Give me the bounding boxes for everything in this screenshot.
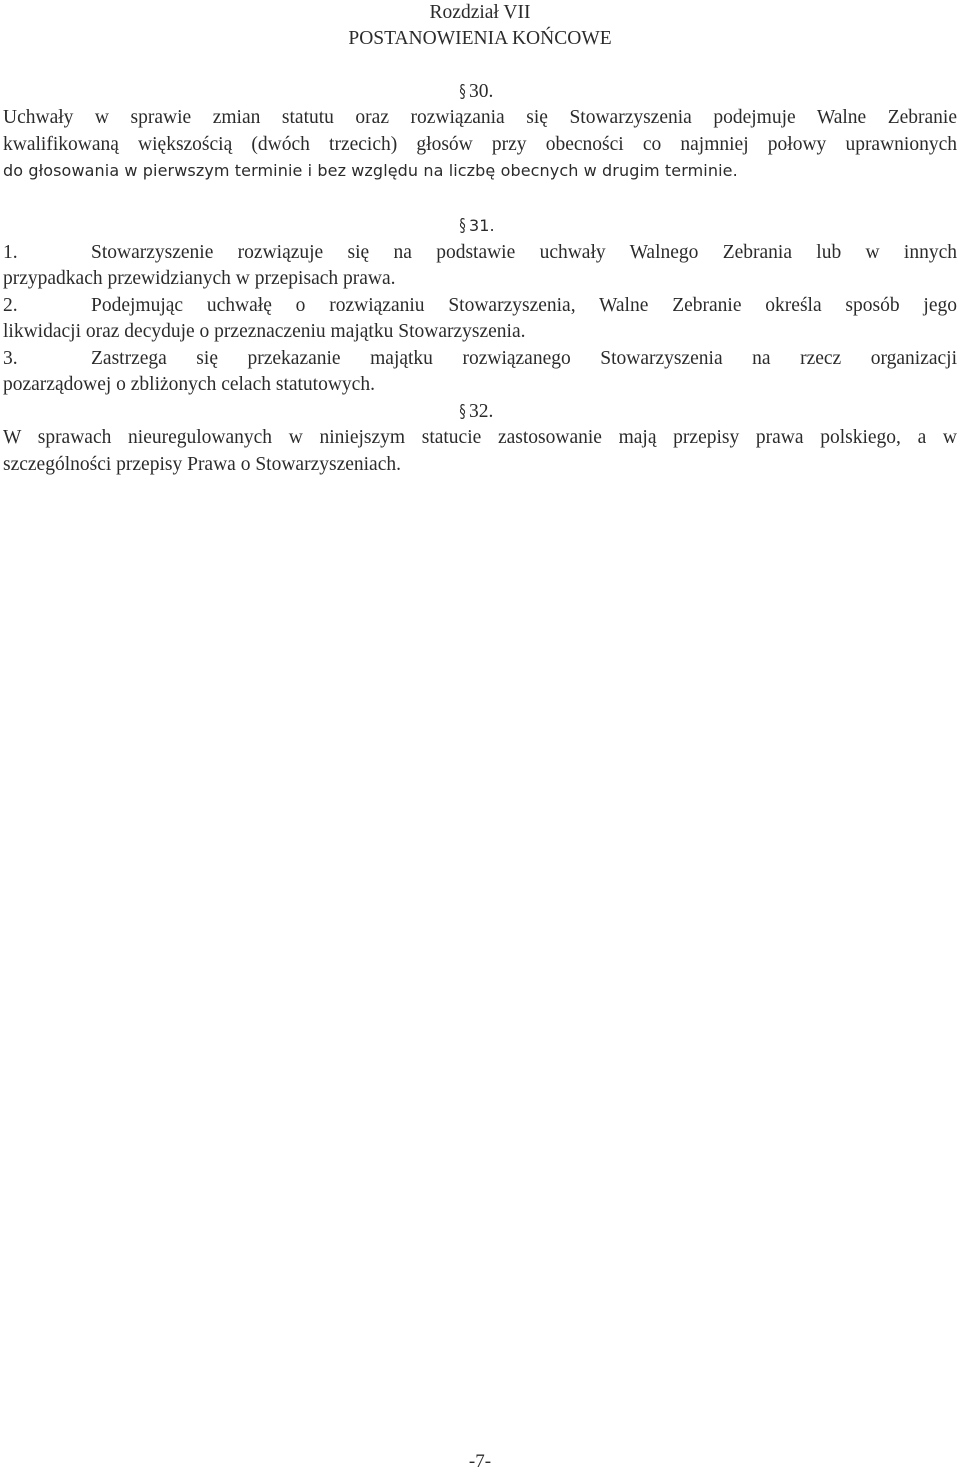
list-item-text: Zastrzega się przekazanie majątku rozwiązanego Stowarzyszenia na rzecz organizacji [91, 348, 957, 369]
paragraph-line: kwalifikowaną większością (dwóch trzecich) głosów przy obecności co najmniej połowy uprawnionych [3, 134, 957, 155]
list-item-text: Podejmując uchwałę o rozwiązaniu Stowarzyszenia, Walne Zebranie określa sposób jego [91, 295, 957, 316]
paragraph-line: Uchwały w sprawie zmian statutu oraz rozwiązania się Stowarzyszenia podejmuje Walne Zebranie [3, 107, 957, 128]
section-number: 31. [469, 216, 495, 235]
page-number: -7- [468, 1451, 492, 1472]
list-item-continuation: przypadkach przewidzianych w przepisach prawa. [3, 268, 396, 289]
section-mark: § [459, 81, 466, 102]
list-item-continuation: likwidacji oraz decyduje o przeznaczeniu majątku Stowarzyszenia. [3, 321, 526, 342]
list-item-continuation: pozarządowej o zbliżonych celach statutowych. [3, 374, 375, 395]
list-item-1 [3, 240, 957, 266]
list-item-2 [3, 293, 957, 319]
chapter-subtitle: POSTANOWIENIA KOŃCOWE [348, 28, 612, 49]
section-heading-32 [458, 399, 493, 425]
paragraph-line: W sprawach nieuregulowanych w niniejszym statucie zastosowanie mają przepisy prawa polskiego, a w [3, 427, 957, 448]
list-item-number: 1. [3, 242, 18, 263]
section-heading-31 [458, 213, 495, 239]
list-item-text: Stowarzyszenie rozwiązuje się na podstawie uchwały Walnego Zebrania lub w innych [91, 242, 957, 263]
section-mark: § [459, 215, 466, 236]
section-mark: § [459, 401, 466, 422]
section-number: 30. [469, 81, 494, 102]
section-number: 32. [469, 401, 494, 422]
list-item-number: 3. [3, 348, 18, 369]
list-item-3 [3, 346, 957, 372]
paragraph-line: szczególności przepisy Prawa o Stowarzyszeniach. [3, 454, 401, 475]
list-item-number: 2. [3, 295, 18, 316]
chapter-title: Rozdział VII [429, 2, 531, 23]
paragraph-line: do głosowania w pierwszym terminie i bez względu na liczbę obecnych w drugim terminie. [3, 161, 738, 180]
section-heading-30 [458, 79, 493, 105]
